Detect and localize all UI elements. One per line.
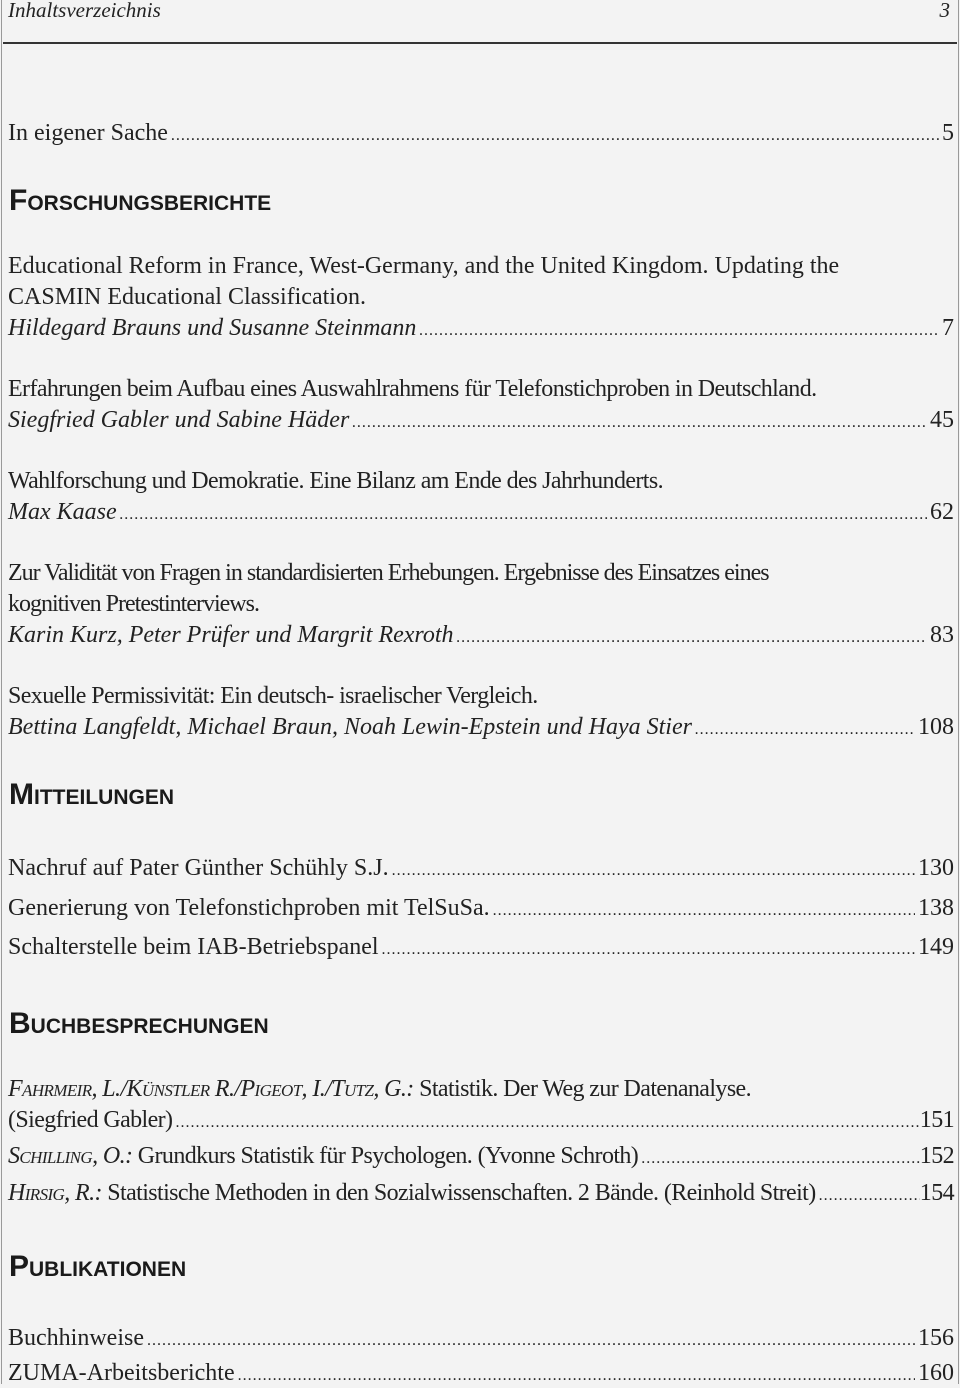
dot-leader: [382, 932, 915, 962]
dot-leader: [175, 1105, 919, 1135]
toc-entry[interactable]: Hirsig, R.: Statistische Methoden in den Sozialwissenschaften. 2 Bände. (Reinhold Streit) ..... 154: [8, 1178, 954, 1208]
section-heading: Publikationen: [9, 1250, 187, 1283]
review-entry-title: Fahrmeir, L./Künstler R./Pigeot, I./Tutz, G.: Statistik. Der Weg zur Datenanalyse.: [8, 1076, 752, 1102]
dot-leader: [392, 853, 915, 883]
dot-leader: [147, 1323, 915, 1353]
toc-entry[interactable]: (Siegfried Gabler) ..... 151: [8, 1105, 954, 1135]
entry-title: Wahlforschung und Demokratie. Eine Bilanz am Ende des Jahrhunderts.: [8, 468, 664, 494]
header-rule: [3, 42, 957, 44]
entry-title: Zur Validität von Fragen in standardisierten Erhebungen. Ergebnisse des Einsatzes eines: [8, 560, 769, 586]
toc-entry[interactable]: Nachruf auf Pater Günther Schühly S.J. ..... 130: [8, 853, 954, 883]
entry-title: Erfahrungen beim Aufbau eines Auswahlrahmens für Telefonstichproben in Deutschland.: [8, 376, 817, 402]
toc-entry[interactable]: Siegfried Gabler und Sabine Häder ..... 45: [8, 405, 954, 435]
toc-entry[interactable]: Generierung von Telefonstichproben mit TelSuSa. ..... 138: [8, 893, 954, 923]
toc-entry[interactable]: ZUMA-Arbeitsberichte ..... 160: [8, 1358, 954, 1388]
review-authors: Fahrmeir, L./Künstler R./Pigeot, I./Tutz, G.:: [8, 1076, 414, 1102]
dot-leader: [352, 405, 927, 435]
section-heading: Mitteilungen: [9, 778, 174, 811]
section-heading: Forschungsberichte: [9, 184, 272, 217]
dot-leader: [457, 620, 927, 650]
dot-leader: [171, 118, 939, 148]
toc-entry[interactable]: Max Kaase ..... 62: [8, 497, 954, 527]
dot-leader: [819, 1178, 920, 1208]
toc-entry[interactable]: Buchhinweise ..... 156: [8, 1323, 954, 1353]
review-authors: Schilling, O.:: [8, 1143, 133, 1169]
dot-leader: [695, 712, 915, 742]
running-header-page: 3: [939, 0, 950, 22]
toc-entry[interactable]: Schalterstelle beim IAB-Betriebspanel ..... 149: [8, 932, 954, 962]
review-authors: Hirsig, R.:: [8, 1180, 102, 1206]
entry-title: Educational Reform in France, West-Germany, and the United Kingdom. Updating the: [8, 253, 840, 279]
dot-leader: [641, 1141, 920, 1171]
dot-leader: [493, 893, 915, 923]
toc-entry[interactable]: Karin Kurz, Peter Prüfer und Margrit Rexroth ..... 83: [8, 620, 954, 650]
dot-leader: [419, 313, 939, 343]
toc-entry[interactable]: Hildegard Brauns und Susanne Steinmann ..... 7: [8, 313, 954, 343]
toc-entry[interactable]: Schilling, O.: Grundkurs Statistik für Psychologen. (Yvonne Schroth) ..... 152: [8, 1141, 954, 1171]
toc-entry-intro[interactable]: In eigener Sache ..... 5: [8, 118, 954, 148]
entry-title: Sexuelle Permissivität: Ein deutsch- israelischer Vergleich.: [8, 683, 538, 709]
entry-title: kognitiven Pretestinterviews.: [8, 591, 259, 617]
running-header-title: Inhaltsverzeichnis: [8, 0, 161, 22]
entry-title: CASMIN Educational Classification.: [8, 284, 366, 310]
section-heading: Buchbesprechungen: [9, 1007, 269, 1040]
toc-entry[interactable]: Bettina Langfeldt, Michael Braun, Noah Lewin-Epstein und Haya Stier ..... 108: [8, 712, 954, 742]
dot-leader: [120, 497, 927, 527]
